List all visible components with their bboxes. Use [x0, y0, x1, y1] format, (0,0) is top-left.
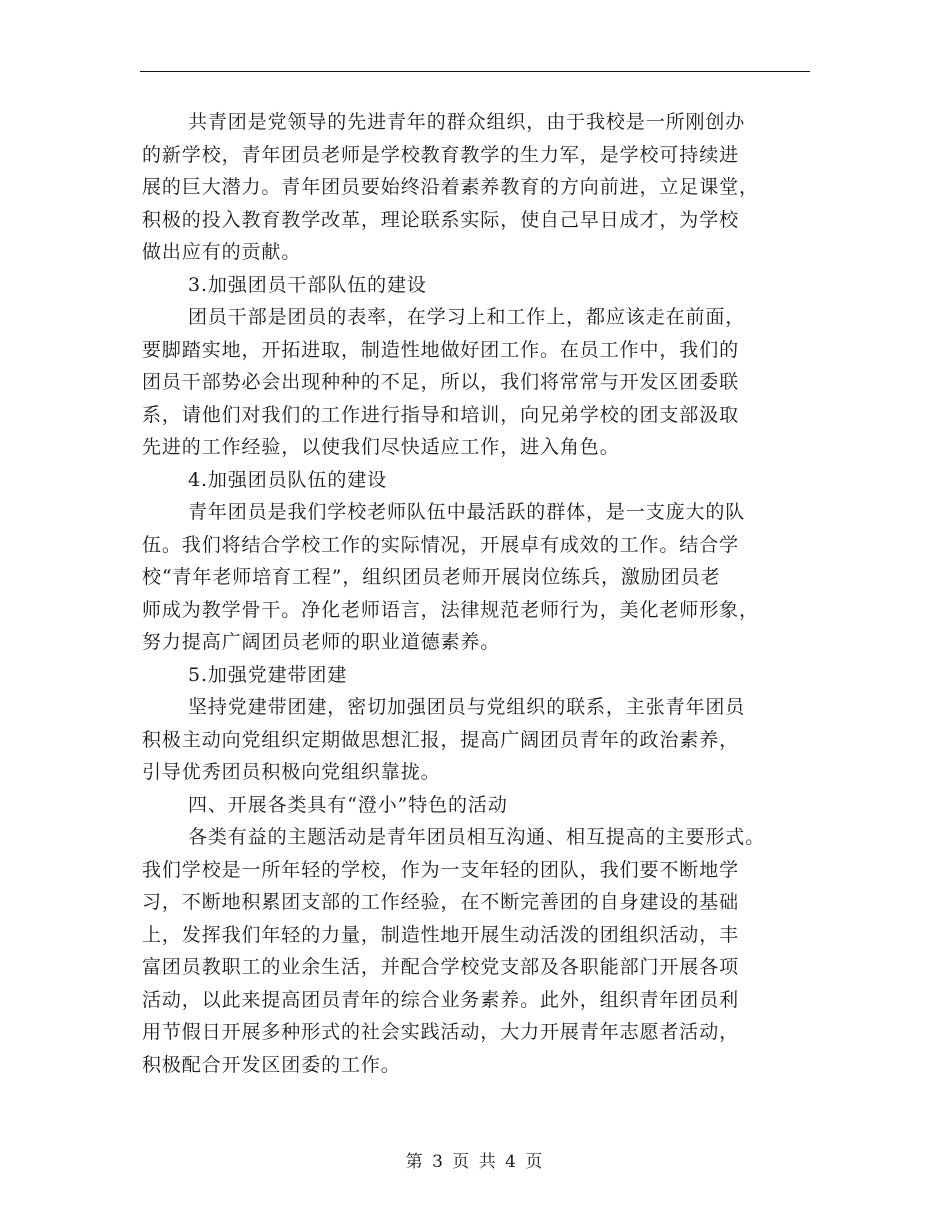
header-divider	[140, 71, 810, 72]
text-line: 伍。我们将结合学校工作的实际情况，开展卓有成效的工作。结合学	[142, 533, 740, 556]
text-line: 积极主动向党组织定期做思想汇报，提高广阔团员青年的政治素养，	[142, 728, 740, 751]
text-line: 做出应有的贡献。	[142, 241, 302, 263]
text-line: 引导优秀团员积极向党组织靠拢。	[142, 761, 441, 783]
text-line: 先进的工作经验，以使我们尽快适应工作，进入角色。	[142, 436, 620, 458]
document-body	[142, 106, 814, 1081]
text-line: 青年团员是我们学校老师队伍中最活跃的群体，是一支庞大的队	[188, 501, 746, 523]
text-line: 我们学校是一所年轻的学校，作为一支年轻的团队，我们要不断地学	[142, 858, 740, 881]
text-line: 活动，以此来提高团员青年的综合业务素养。此外，组织青年团员利	[142, 988, 740, 1011]
text-line: 展的巨大潜力。青年团员要始终沿着素养教育的方向前进，立足课堂，	[142, 176, 759, 198]
text-line: 用节假日开展多种形式的社会实践活动，大力开展青年志愿者活动，	[142, 1021, 740, 1043]
text-line: 积极的投入教育教学改革，理论联系实际，使自己早日成才，为学校	[142, 208, 740, 231]
text-line: 积极配合开发区团委的工作。	[142, 1053, 401, 1076]
text-line: 系，请他们对我们的工作进行指导和培训，向兄弟学校的团支部汲取	[142, 403, 740, 426]
page-number: 第 3 页 共 4 页	[405, 1152, 545, 1172]
text-line: 师成为教学骨干。净化老师语言，法律规范老师行为，美化老师形象，	[142, 598, 759, 621]
text-line: 4.加强团员队伍的建设	[188, 468, 388, 491]
text-line: 校“青年老师培育工程”，组织团员老师开展岗位练兵，激励团员老	[142, 566, 721, 588]
text-line: 团员干部势必会出现种种的不足，所以，我们将常常与开发区团委联	[142, 371, 740, 393]
text-line: 5.加强党建带团建	[188, 663, 348, 686]
text-line: 努力提高广阔团员老师的职业道德素养。	[142, 631, 501, 653]
text-line: 的新学校，青年团员老师是学校教育教学的生力军，是学校可持续进	[142, 143, 740, 166]
text-line: 团员干部是团员的表率，在学习上和工作上，都应该走在前面，	[188, 306, 746, 328]
text-line: 3.加强团员干部队伍的建设	[188, 273, 427, 296]
text-line: 要脚踏实地，开拓进取，制造性地做好团工作。在员工作中，我们的	[142, 338, 740, 361]
text-line: 四、开展各类具有“澄小”特色的活动	[188, 793, 508, 816]
text-line: 富团员教职工的业余生活，并配合学校党支部及各职能部门开展各项	[142, 956, 740, 978]
text-line: 各类有益的主题活动是青年团员相互沟通、相互提高的主要形式。	[188, 826, 766, 848]
text-line: 上，发挥我们年轻的力量，制造性地开展生动活泼的团组织活动，丰	[142, 923, 740, 946]
text-line: 习，不断地积累团支部的工作经验，在不断完善团的自身建设的基础	[142, 891, 740, 913]
text-line: 坚持党建带团建，密切加强团员与党组织的联系，主张青年团员	[188, 696, 746, 718]
text-line: 共青团是党领导的先进青年的群众组织，由于我校是一所刚创办	[188, 111, 746, 133]
